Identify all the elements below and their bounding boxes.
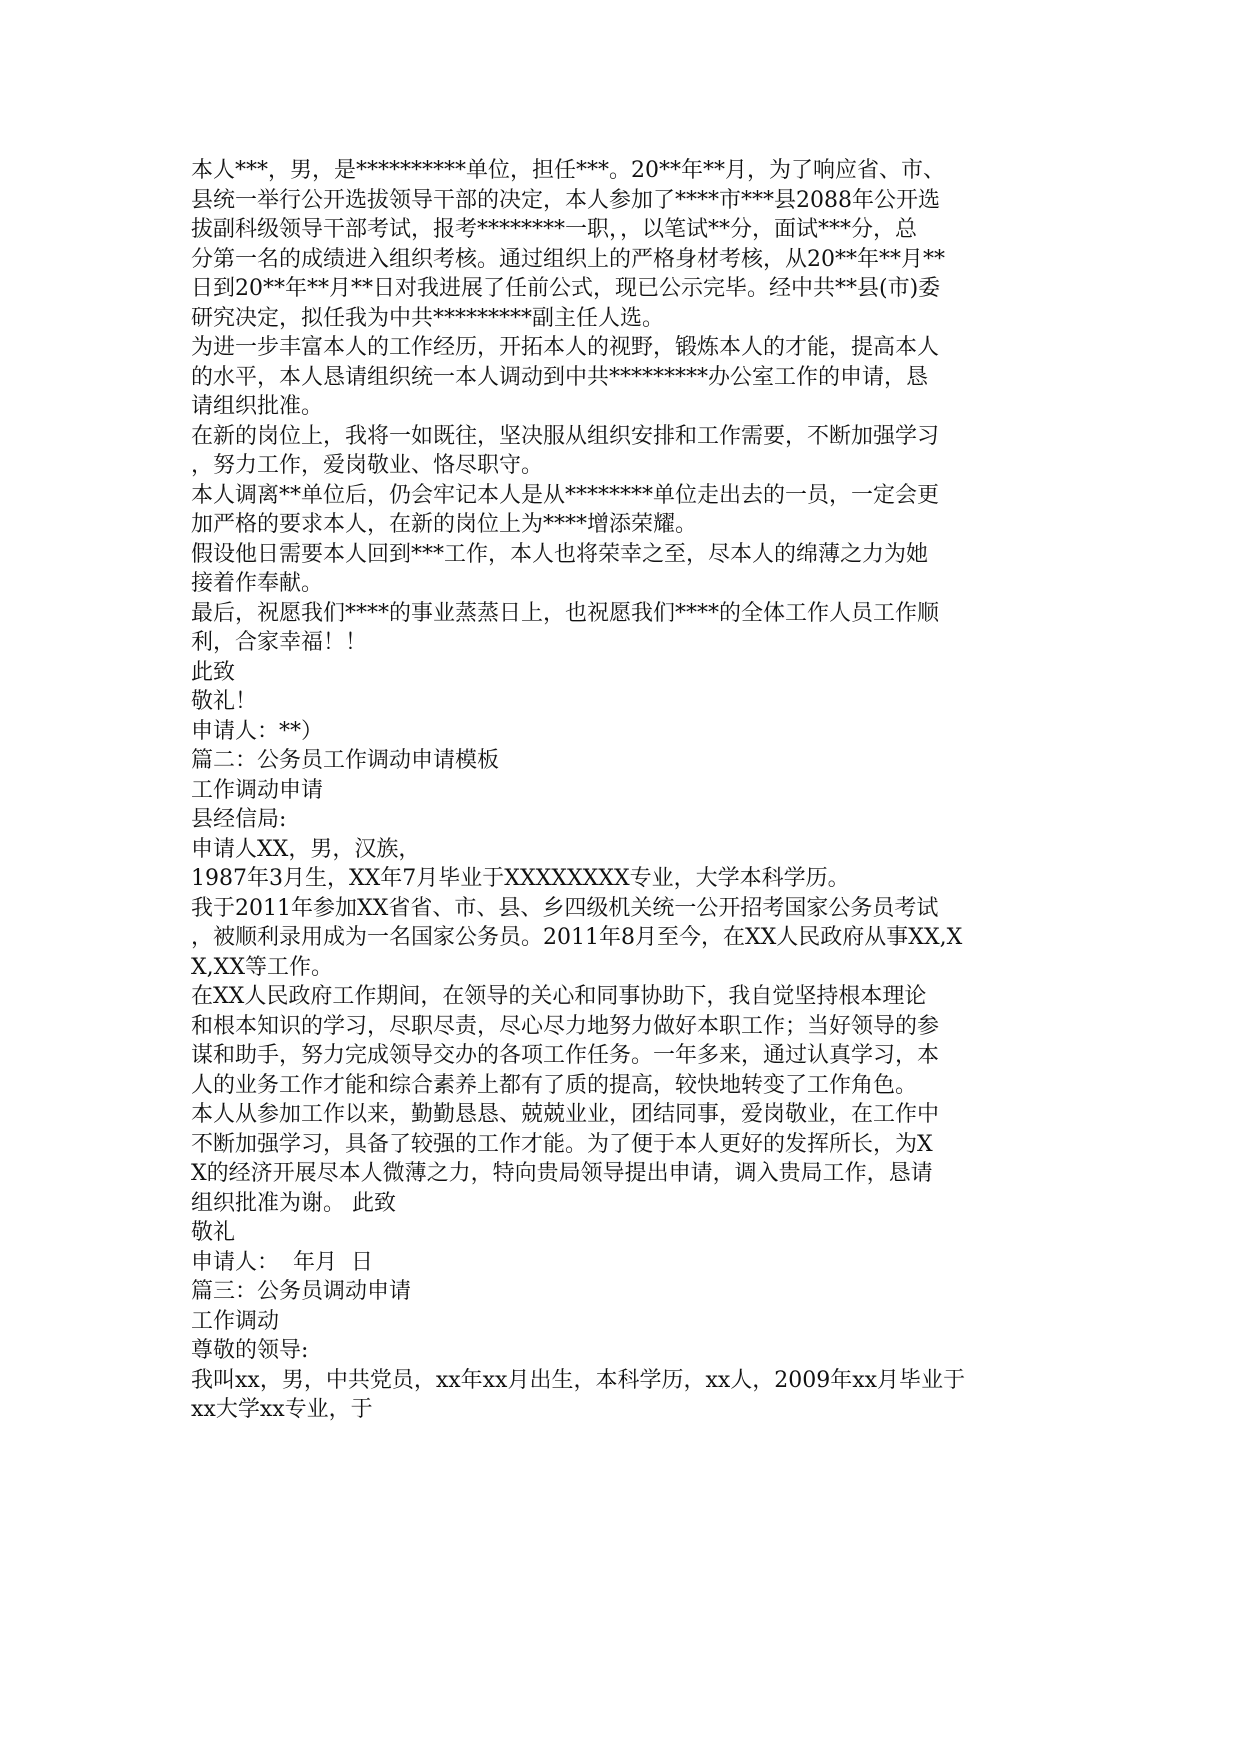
text-line: 假设他日需要本人回到***工作，本人也将荣幸之至，尽本人的绵薄之力为她 bbox=[191, 541, 929, 567]
text-line: 最后，祝愿我们****的事业蒸蒸日上，也祝愿我们****的全体工作人员工作顺 bbox=[191, 600, 940, 626]
text-line: 为进一步丰富本人的工作经历，开拓本人的视野，锻炼本人的才能，提高本人 bbox=[191, 335, 940, 360]
text-line: 分第一名的成绩进入组织考核。通过组织上的严格身材考核，从20**年**月** bbox=[191, 246, 945, 272]
salutation-line: 敬礼！ bbox=[191, 689, 258, 714]
text-line: xx大学xx专业，于 bbox=[191, 1397, 373, 1422]
text-line: 我叫xx，男，中共党员，xx年xx月出生，本科学历，xx人，2009年xx月毕业于 bbox=[191, 1367, 966, 1393]
text-line: 在新的岗位上，我将一如既往，坚决服从组织安排和工作需要，不断加强学习 bbox=[191, 423, 940, 449]
text-line: 研究决定，拟任我为中共*********副主任人选。 bbox=[191, 305, 665, 331]
text-line: 不断加强学习，具备了较强的工作才能。为了便于本人更好的发挥所长，为X bbox=[191, 1131, 933, 1157]
text-line: 本人***，男，是**********单位，担任***。20**年**月，为了响应省、市、 bbox=[191, 158, 945, 183]
text-line: 接着作奉献。 bbox=[191, 571, 324, 596]
text-line: 我于2011年参加XX省省、市、县、乡四级机关统一公开招考国家公务员考试 bbox=[191, 895, 939, 921]
section-heading: 篇三：公务员调动申请 bbox=[191, 1279, 412, 1304]
text-line: 本人调离**单位后，仍会牢记本人是从********单位走出去的一员，一定会更 bbox=[191, 482, 940, 508]
text-line: 人的业务工作才能和综合素养上都有了质的提高，较快地转变了工作角色。 bbox=[191, 1072, 918, 1098]
recipient-line: 县经信局: bbox=[191, 807, 287, 832]
text-line: X的经济开展尽本人微薄之力，特向贵局领导提出申请，调入贵局工作，恳请 bbox=[191, 1161, 933, 1186]
text-line: 在XX人民政府工作期间，在领导的关心和同事协助下，我自觉坚持根本理论 bbox=[191, 984, 927, 1009]
section-heading: 篇二：公务员工作调动申请模板 bbox=[191, 748, 500, 773]
text-line: 组织批准为谢。 此致 bbox=[191, 1190, 396, 1216]
signature-line: 申请人： 年月 日 bbox=[191, 1249, 373, 1275]
letter-title: 工作调动申请 bbox=[191, 777, 324, 803]
signature-line: 申请人：**） bbox=[191, 718, 324, 744]
text-line: ，被顺利录用成为一名国家公务员。2011年8月至今，在XX人民政府从事XX,X bbox=[191, 925, 963, 950]
text-line: 谋和助手，努力完成领导交办的各项工作任务。一年多来，通过认真学习，本 bbox=[191, 1043, 940, 1068]
text-line: X,XX等工作。 bbox=[191, 954, 333, 980]
closing-line: 此致 bbox=[191, 659, 236, 685]
text-line: 本人从参加工作以来，勤勤恳恳、兢兢业业，团结同事，爱岗敬业，在工作中 bbox=[191, 1102, 940, 1127]
text-line: 加严格的要求本人，在新的岗位上为****增添荣耀。 bbox=[191, 512, 698, 537]
text-line: 利，合家幸福！！ bbox=[191, 630, 368, 655]
text-line: ，努力工作，爱岗敬业、恪尽职守。 bbox=[191, 453, 544, 478]
letter-title: 工作调动 bbox=[191, 1308, 280, 1334]
text-line: 申请人XX，男，汉族， bbox=[191, 836, 421, 862]
recipient-line: 尊敬的领导: bbox=[191, 1338, 309, 1363]
text-line: 和根本知识的学习，尽职尽责，尽心尽力地努力做好本职工作；当好领导的参 bbox=[191, 1013, 940, 1039]
text-line: 请组织批准。 bbox=[191, 394, 324, 419]
document-body bbox=[191, 156, 1051, 1425]
salutation-line: 敬礼 bbox=[191, 1220, 236, 1245]
text-line: 的水平，本人恳请组织统一本人调动到中共*********办公室工作的申请，恳 bbox=[191, 364, 929, 390]
text-line: 日到20**年**月**日对我进展了任前公式，现已公示完毕。经中共**县(市)委 bbox=[191, 276, 941, 301]
text-line: 拔副科级领导干部考试，报考********一职，，以笔试**分，面试***分，总 bbox=[191, 217, 918, 242]
text-line: 县统一举行公开选拔领导干部的决定，本人参加了****市***县2088年公开选 bbox=[191, 187, 940, 213]
text-line: 1987年3月生，XX年7月毕业于XXXXXXXX专业，大学本科学历。 bbox=[191, 866, 850, 891]
